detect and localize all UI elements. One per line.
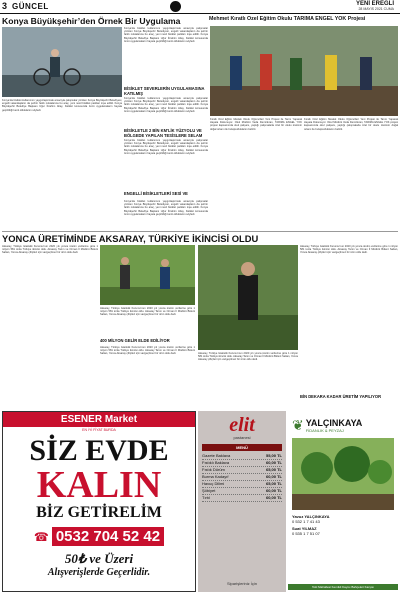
yal-person1: Yavuz YALÇINKAYA xyxy=(292,514,330,519)
elit-footer: Siparişleriniz İçin xyxy=(226,581,257,586)
leaf-icon: ❦ xyxy=(292,417,304,433)
header-rule xyxy=(0,13,400,14)
elit-menu-item-name: Gazete Baklava xyxy=(202,453,231,458)
elit-menu-item-price: 60,00 TL xyxy=(265,474,282,479)
elit-menu-item-price: 65,00 TL xyxy=(265,481,282,486)
story1-photo xyxy=(2,27,122,97)
issue-date: 28 MAYIS 2021 CUMA xyxy=(358,7,394,11)
yal-photo xyxy=(292,438,394,510)
elit-brand: elit xyxy=(229,414,255,436)
story3-subhead1: 400 MİLYON GELİR ELDE EDİLİYOR xyxy=(100,338,170,343)
yal-person2: Suat YILMAZ xyxy=(292,526,317,531)
story1-body-col3: Konya’da bisiklet kullanımını yaygınlaştırmak amacıyla çalışmalar yürüten Konya Büyükşehir Belediyesi, engelli vatandaşların da şehrin farklı noktalarına bu araç, yeni nesil bisiklet parkları inşa edildi. Konya Büyükşehir Belediye Başkanı Uğur İbrahim Altay, bisiklet konusunda öncü uygulamaların hayata geçirildiği kenti olduklarını söyledi. xyxy=(124,97,208,113)
elit-menu-item xyxy=(202,453,282,460)
elit-menu-item-price: 65,00 TL xyxy=(265,467,282,472)
elit-menu-item xyxy=(202,467,282,474)
story1-body-col5: Konya’da bisiklet kullanımını yaygınlaştırmak amacıyla çalışmalar yürüten Konya Büyükşehir Belediyesi, engelli vatandaşların da şehrin farklı noktalarına bu araç, yeni nesil bisiklet parkları inşa edildi. Konya Büyükşehir Belediye Başkanı Uğur İbrahim Altay, bisiklet konusunda öncü uygulamaların hayata geçirildiği kenti olduklarını söyledi. xyxy=(124,200,208,216)
section-title: GÜNCEL xyxy=(12,2,49,11)
elit-menu-item-price: 60,00 TL xyxy=(265,488,282,493)
esener-line2: KALIN xyxy=(36,464,162,506)
elit-menu-item xyxy=(202,488,282,495)
esener-brand: ESENER Market xyxy=(3,412,195,427)
yal-footer: Toki Mahallesi Kemikli Kayısı Bahçeleri Karşısı xyxy=(288,584,398,590)
elit-menu-item-name: Fıstıklı Baklava xyxy=(202,460,230,465)
elit-menu-item xyxy=(202,481,282,488)
yal-line: FİDANLIK & PEYZAJ xyxy=(305,428,344,433)
story3-body: Aksaray, Türkiye İstatistik Kurumu’nun 2020 yılı yonca üretim verilerine göre 1 milyon 581 tonla Türkiye ikincisi oldu. Aksaray Tarım ve Orman İl Müdürü Bülent Saltan, Yonca Aksaray çiftçileri için vazgeçilmez bir ürün oldu dedi. xyxy=(2,245,98,255)
elit-menu-item xyxy=(202,474,282,481)
elit-menu-item-price: 60,00 TL xyxy=(265,495,282,500)
elit-menu-item-name: Havuç Dilimi xyxy=(202,481,225,486)
story3-body-col5: Aksaray, Türkiye İstatistik Kurumu’nun 2020 yılı yonca üretim verilerine göre 1 milyon 581 tonla Türkiye ikincisi oldu. Aksaray Tarım ve Orman İl Müdürü Bülent Saltan, Yonca Aksaray çiftçileri için vazgeçilmez bir ürün oldu dedi. xyxy=(300,245,398,255)
story2-body: Kıratlı Özel Eğitim Meslek Okulu Öğrencileri Yeni Projesi ile Tarım Yaparak Hayata Dokunuyor. Okul Müdürü Veda Demirkıran, TARIMA ENGEL YOK projesi kapsamında okul çalışanı, yaptığı çalışmalarla özel bir okulu üretimin doğal ortamı ile buluşturduklarını belirtti. xyxy=(210,118,302,131)
elit-pastane-ad[interactable] xyxy=(198,411,286,592)
esener-phone[interactable]: 0532 704 52 42 xyxy=(52,527,164,546)
story3-photo2 xyxy=(198,245,298,350)
elit-menu-item-name: Fıstık Dürüm xyxy=(202,467,225,472)
yalcinkaya-ad[interactable] xyxy=(288,411,398,592)
esener-tagline: EN İYİ FİYAT BURDA xyxy=(82,428,116,432)
story3-headline: YONCA ÜRETİMİNDE AKSARAY, TÜRKİYE İKİNCİSİ OLDU xyxy=(2,233,259,244)
yal-phone2[interactable]: 0 535 1 7 51 07 xyxy=(292,531,320,536)
elit-sub: pastanesi xyxy=(233,435,251,440)
elit-menu-item-name: Şöbiyet xyxy=(202,488,216,493)
elit-menu-title: MENÜ xyxy=(202,444,282,451)
story1-subhead2: BİSİKLETLE 2 BİN KM'LİK YÜZYOLU VE BÖLGEDE YAPILAN TESİSLERE SELAM xyxy=(124,128,203,138)
esener-line3: BİZ GETİRELİM xyxy=(36,504,162,521)
brand-name: YENİ EREĞLİ xyxy=(355,1,394,7)
story3-subhead2: BİN DEKARA KADAR ÜRETİM YAPILIYOR xyxy=(300,394,382,399)
section-rule xyxy=(2,231,398,232)
story3-body-col4: Aksaray, Türkiye İstatistik Kurumu’nun 2020 yılı yonca üretim verilerine göre 1 milyon 581 tonla Türkiye ikincisi oldu. Aksaray Tarım ve Orman İl Müdürü Bülent Saltan, Yonca Aksaray çiftçileri için vazgeçilmez bir ürün oldu dedi. xyxy=(198,352,298,362)
story1-body-col2: Konya’da bisiklet kullanımını yaygınlaştırmak amacıyla çalışmalar yürüten Konya Büyükşehir Belediyesi, engelli vatandaşların da şehrin farklı noktalarına bu araç, yeni nesil bisiklet parkları inşa edildi. Konya Büyükşehir Belediye Başkanı Uğur İbrahim Altay, bisiklet konusunda öncü uygulamaların hayata geçirildiği kenti olduklarını söyledi. xyxy=(124,27,208,43)
elit-menu-item-price: 55,00 TL xyxy=(265,453,282,458)
yal-name: YALÇINKAYA xyxy=(305,418,363,428)
elit-menu-item xyxy=(202,495,282,502)
yal-phone1[interactable]: 0 532 1 7 41 43 xyxy=(292,519,320,524)
elit-menu-item-price: 60,00 TL xyxy=(265,460,282,465)
phone-icon: ☎ xyxy=(33,529,49,544)
story2-headline: Mehmet Kıratlı Özel Eğitim Okulu TARIMA ENGEL YOK Projesi xyxy=(209,16,366,22)
story1-subhead3: ENGELLİ BİSİKLETLERİ SESİ VE xyxy=(124,191,188,196)
story2-photo xyxy=(210,26,398,116)
elit-menu-item xyxy=(202,460,282,467)
esener-offer2: Alışverişlerde Geçerlidir. xyxy=(47,567,151,578)
story3-body-col2: Aksaray, Türkiye İstatistik Kurumu’nun 2020 yılı yonca üretim verilerine göre 1 milyon 581 tonla Türkiye ikincisi oldu. Aksaray Tarım ve Orman İl Müdürü Bülent Saltan, Yonca Aksaray çiftçileri için vazgeçilmez bir ürün oldu dedi. xyxy=(100,307,195,317)
story1-body-col4: Konya’da bisiklet kullanımını yaygınlaştırmak amacıyla çalışmalar yürüten Konya Büyükşehir Belediyesi, engelli vatandaşların da şehrin farklı noktalarına bu araç, yeni nesil bisiklet parkları inşa edildi. Konya Büyükşehir Belediye Başkanı Uğur İbrahim Altay, bisiklet konusunda öncü uygulamaların hayata geçirildiği kenti olduklarını söyledi. xyxy=(124,139,208,155)
story1-body: Konya’da bisiklet kullanımını yaygınlaştırmak amacıyla çalışmalar yürüten Konya Büyükşehir Belediyesi, engelli vatandaşların da şehrin farklı noktalarına bu araç, yeni nesil bisiklet parkları inşa edildi. Konya Büyükşehir Belediye Başkanı Uğur İbrahim Altay, bisiklet konusunda öncü uygulamaların hayata geçirildiği kenti olduklarını söyledi. xyxy=(2,99,122,112)
masthead-logo-icon xyxy=(170,1,181,12)
story2-body-col2: Kıratlı Özel Eğitim Meslek Okulu Öğrencileri Yeni Projesi ile Tarım Yaparak Hayata Dokunuyor. Okul Müdürü Veda Demirkıran, TARIMA ENGEL YOK projesi kapsamında okul çalışanı, yaptığı çalışmalarla özel bir okulu üretimin doğal ortamı ile buluşturduklarını belirtti. xyxy=(304,118,398,131)
esener-offer: 50₺ ve Üzeri xyxy=(64,551,134,566)
story1-subhead1: BİSİKLET SEVERLERİN UYGULAMASINA KATILMIŞ xyxy=(124,86,205,96)
elit-menu-item-name: Burma Kadayıf xyxy=(202,474,229,479)
story1-headline: Konya Büyükşehir’den Örnek Bir Uygulama xyxy=(2,16,181,26)
page-number: 3 xyxy=(2,1,8,11)
esener-line1: SİZ EVDE xyxy=(29,434,169,467)
story3-photo xyxy=(100,245,195,305)
esener-market-ad[interactable] xyxy=(2,411,196,592)
story3-body-col3: Aksaray, Türkiye İstatistik Kurumu’nun 2020 yılı yonca üretim verilerine göre 1 milyon 581 tonla Türkiye ikincisi oldu. Aksaray Tarım ve Orman İl Müdürü Bülent Saltan, Yonca Aksaray çiftçileri için vazgeçilmez bir ürün oldu dedi. xyxy=(100,346,195,356)
elit-menu-list xyxy=(202,453,282,502)
elit-menu-item-name: Tırtıl xyxy=(202,495,210,500)
